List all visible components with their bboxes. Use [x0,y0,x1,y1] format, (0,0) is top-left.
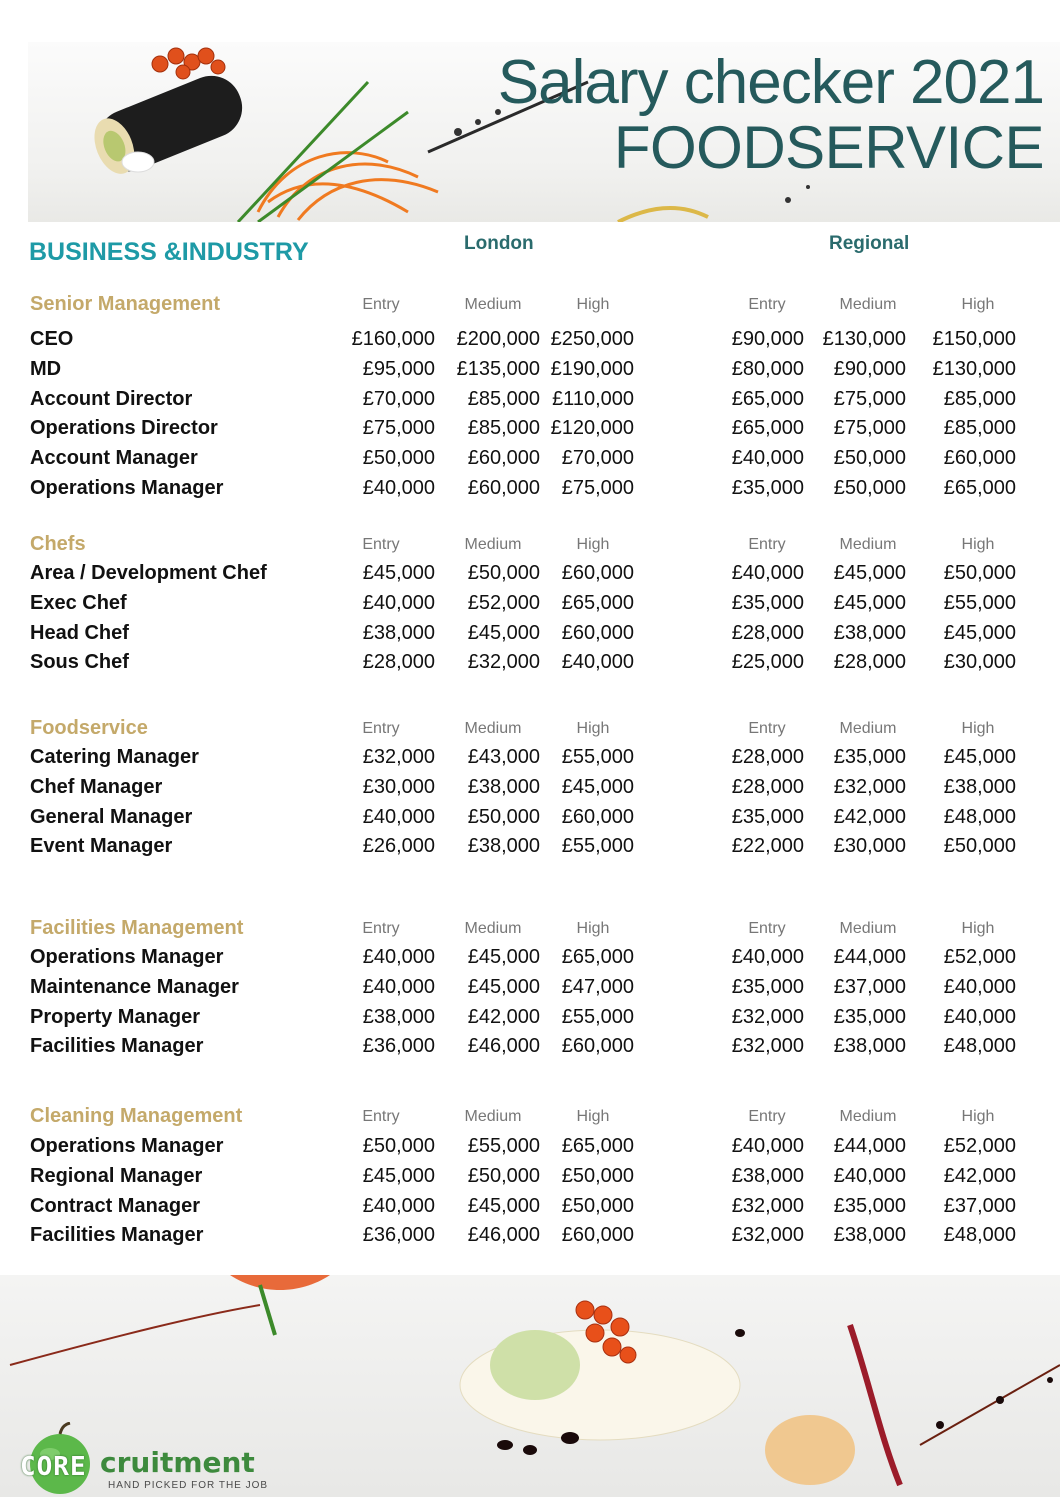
salary-regional-high: £30,000 [943,651,1016,674]
column-header-entry: Entry [362,920,400,937]
salary-regional-high: £52,000 [943,1135,1016,1157]
section-title: BUSINESS &INDUSTRY [29,238,309,266]
role-label: General Manager [30,805,193,828]
salary-london-high: £60,000 [561,805,634,828]
category-title: Facilities Management [30,917,244,939]
salary-london-entry: £45,000 [362,1164,435,1187]
salary-london-medium: £85,000 [467,417,540,440]
role-label: Maintenance Manager [30,975,239,998]
salary-london-high: £120,000 [550,417,634,440]
salary-london-entry: £40,000 [362,591,435,614]
salary-regional-medium: £45,000 [833,591,906,614]
salary-regional-high: £38,000 [943,775,1016,798]
role-label: Sous Chef [30,651,129,674]
role-label: Facilities Manager [30,1035,204,1058]
salary-regional-high: £45,000 [943,621,1016,644]
salary-london-high: £50,000 [561,1194,634,1217]
column-header-medium: Medium [839,296,897,313]
salary-regional-medium: £75,000 [833,417,906,440]
salary-london-medium: £45,000 [467,621,540,644]
salary-regional-medium: £35,000 [833,1005,906,1028]
salary-london-high: £55,000 [561,835,634,858]
column-header-high: High [961,920,995,937]
salary-london-high: £60,000 [561,621,634,644]
column-header-high: High [961,536,995,553]
salary-regional-high: £85,000 [943,417,1016,440]
salary-london-high: £250,000 [550,328,634,350]
salary-london-entry: £30,000 [362,775,435,798]
salary-london-entry: £50,000 [362,1135,435,1157]
category-title: Senior Management [30,293,221,315]
column-header-entry: Entry [748,296,786,313]
salary-regional-high: £42,000 [943,1164,1016,1187]
salary-regional-high: £50,000 [943,835,1016,858]
salary-regional-medium: £35,000 [833,1194,906,1217]
salary-london-medium: £45,000 [467,975,540,998]
salary-london-high: £190,000 [550,357,634,380]
salary-regional-entry: £65,000 [731,387,804,410]
salary-regional-entry: £32,000 [731,1194,804,1217]
salary-london-medium: £52,000 [467,591,540,614]
salary-regional-entry: £22,000 [731,835,804,858]
column-header-entry: Entry [748,1108,786,1125]
salary-regional-medium: £28,000 [833,651,906,674]
salary-regional-entry: £35,000 [731,477,804,499]
salary-regional-medium: £38,000 [833,1035,906,1058]
role-label: Operations Manager [30,1135,224,1157]
category-title: Cleaning Management [30,1105,243,1127]
salary-regional-medium: £38,000 [833,1224,906,1247]
column-header-high: High [961,296,995,313]
region-heading-regional: Regional [829,233,910,254]
salary-london-medium: £38,000 [467,775,540,798]
region-heading-london: London [464,233,534,254]
salary-regional-medium: £75,000 [833,387,906,410]
salary-regional-medium: £30,000 [833,835,906,858]
role-label: Account Manager [30,447,198,470]
salary-regional-entry: £40,000 [731,946,804,968]
column-header-medium: Medium [464,296,522,313]
salary-regional-entry: £28,000 [731,746,804,768]
column-header-entry: Entry [362,296,400,313]
column-header-medium: Medium [464,720,522,737]
salary-regional-entry: £65,000 [731,417,804,440]
salary-london-high: £65,000 [561,946,634,968]
salary-regional-high: £48,000 [943,1224,1016,1247]
salary-london-high: £55,000 [561,746,634,768]
salary-regional-entry: £38,000 [731,1164,804,1187]
salary-london-entry: £50,000 [362,447,435,470]
salary-regional-entry: £80,000 [731,357,804,380]
logo-tagline: HAND PICKED FOR THE JOB [108,1480,269,1491]
salary-london-medium: £50,000 [467,1164,540,1187]
column-header-entry: Entry [362,720,400,737]
column-header-medium: Medium [839,536,897,553]
salary-london-medium: £42,000 [467,1005,540,1028]
salary-regional-entry: £32,000 [731,1224,804,1247]
salary-london-entry: £40,000 [362,975,435,998]
column-header-high: High [576,720,610,737]
salary-london-high: £70,000 [561,447,634,470]
salary-regional-high: £55,000 [943,591,1016,614]
salary-london-entry: £38,000 [362,621,435,644]
salary-london-medium: £50,000 [467,562,540,584]
role-label: Account Director [30,387,193,410]
salary-regional-high: £52,000 [943,946,1016,968]
salary-london-high: £50,000 [561,1164,634,1187]
role-label: Regional Manager [30,1164,203,1187]
salary-london-high: £65,000 [561,591,634,614]
salary-london-medium: £38,000 [467,835,540,858]
salary-regional-entry: £35,000 [731,805,804,828]
salary-regional-medium: £37,000 [833,975,906,998]
logo-core-text: CORE [20,1452,87,1482]
salary-regional-high: £130,000 [932,357,1016,380]
column-header-entry: Entry [362,536,400,553]
salary-london-high: £60,000 [561,1035,634,1058]
salary-regional-medium: £44,000 [833,1135,906,1157]
role-label: MD [30,357,62,380]
salary-regional-high: £48,000 [943,805,1016,828]
salary-london-entry: £38,000 [362,1005,435,1028]
column-header-entry: Entry [362,1108,400,1125]
salary-regional-entry: £32,000 [731,1005,804,1028]
salary-london-entry: £28,000 [362,651,435,674]
salary-london-high: £55,000 [561,1005,634,1028]
salary-regional-medium: £50,000 [833,447,906,470]
salary-london-high: £110,000 [552,387,634,410]
salary-regional-entry: £40,000 [731,562,804,584]
salary-regional-high: £50,000 [943,562,1016,584]
role-label: Exec Chef [30,591,127,614]
salary-london-high: £60,000 [561,562,634,584]
salary-london-entry: £36,000 [362,1224,435,1247]
salary-london-medium: £135,000 [456,357,540,380]
salary-regional-high: £65,000 [943,477,1016,499]
role-label: Chef Manager [30,775,163,798]
salary-regional-entry: £90,000 [731,328,804,350]
column-header-medium: Medium [464,536,522,553]
salary-london-high: £60,000 [561,1224,634,1247]
salary-london-medium: £32,000 [467,651,540,674]
salary-regional-entry: £35,000 [731,591,804,614]
role-label: Catering Manager [30,746,199,768]
column-header-entry: Entry [748,536,786,553]
salary-regional-medium: £50,000 [833,477,906,499]
salary-regional-high: £48,000 [943,1035,1016,1058]
salary-london-entry: £40,000 [362,946,435,968]
role-label: Contract Manager [30,1194,201,1217]
salary-regional-entry: £40,000 [731,447,804,470]
salary-regional-entry: £28,000 [731,621,804,644]
salary-regional-entry: £40,000 [731,1135,804,1157]
salary-london-entry: £36,000 [362,1035,435,1058]
salary-regional-entry: £25,000 [731,651,804,674]
salary-london-medium: £50,000 [467,805,540,828]
column-header-high: High [576,1108,610,1125]
role-label: Event Manager [30,835,173,858]
salary-london-high: £47,000 [561,975,634,998]
category-title: Chefs [30,533,86,555]
salary-regional-high: £40,000 [943,975,1016,998]
salary-london-medium: £60,000 [467,477,540,499]
column-header-entry: Entry [748,920,786,937]
salary-london-entry: £40,000 [362,477,435,499]
salary-london-entry: £75,000 [362,417,435,440]
column-header-high: High [961,1108,995,1125]
column-header-high: High [576,920,610,937]
role-label: Operations Manager [30,477,224,499]
salary-london-medium: £45,000 [467,1194,540,1217]
salary-london-medium: £46,000 [467,1035,540,1058]
column-header-high: High [576,296,610,313]
page-title: Salary checker 2021 [497,48,1044,117]
salary-regional-high: £37,000 [943,1194,1016,1217]
role-label: Area / Development Chef [30,562,267,584]
salary-regional-medium: £42,000 [833,805,906,828]
salary-london-entry: £45,000 [362,562,435,584]
salary-london-high: £65,000 [561,1135,634,1157]
role-label: CEO [30,328,74,350]
column-header-medium: Medium [464,1108,522,1125]
page-subtitle: FOODSERVICE [613,114,1044,181]
role-label: Facilities Manager [30,1224,204,1247]
role-label: Head Chef [30,621,129,644]
salary-regional-medium: £45,000 [833,562,906,584]
salary-london-medium: £45,000 [467,946,540,968]
salary-regional-entry: £35,000 [731,975,804,998]
salary-regional-medium: £32,000 [833,775,906,798]
logo-name-text: cruitment [100,1446,255,1479]
column-header-medium: Medium [839,920,897,937]
column-header-medium: Medium [839,1108,897,1125]
salary-london-entry: £95,000 [362,357,435,380]
column-header-medium: Medium [839,720,897,737]
salary-london-medium: £200,000 [456,328,540,350]
salary-regional-entry: £28,000 [731,775,804,798]
salary-regional-medium: £130,000 [822,328,906,350]
salary-regional-high: £150,000 [932,328,1016,350]
salary-regional-high: £60,000 [943,447,1016,470]
column-header-medium: Medium [464,920,522,937]
salary-regional-medium: £44,000 [833,946,906,968]
salary-regional-entry: £32,000 [731,1035,804,1058]
salary-regional-high: £40,000 [943,1005,1016,1028]
salary-london-high: £75,000 [561,477,634,499]
salary-london-medium: £60,000 [467,447,540,470]
salary-regional-high: £85,000 [943,387,1016,410]
role-label: Operations Director [30,417,218,440]
salary-london-medium: £85,000 [467,387,540,410]
salary-regional-medium: £90,000 [833,357,906,380]
salary-regional-high: £45,000 [943,746,1016,768]
salary-london-entry: £40,000 [362,805,435,828]
salary-regional-medium: £35,000 [833,746,906,768]
column-header-high: High [961,720,995,737]
category-title: Foodservice [30,717,148,739]
salary-london-high: £45,000 [561,775,634,798]
salary-regional-medium: £40,000 [833,1164,906,1187]
role-label: Operations Manager [30,946,224,968]
salary-london-entry: £70,000 [362,387,435,410]
salary-london-medium: £55,000 [467,1135,540,1157]
salary-london-medium: £43,000 [467,746,540,768]
salary-regional-medium: £38,000 [833,621,906,644]
salary-london-entry: £160,000 [351,328,435,350]
role-label: Property Manager [30,1005,201,1028]
column-header-high: High [576,536,610,553]
salary-london-entry: £40,000 [362,1194,435,1217]
salary-london-medium: £46,000 [467,1224,540,1247]
salary-london-high: £40,000 [561,651,634,674]
salary-london-entry: £26,000 [362,835,435,858]
column-header-entry: Entry [748,720,786,737]
salary-london-entry: £32,000 [362,746,435,768]
